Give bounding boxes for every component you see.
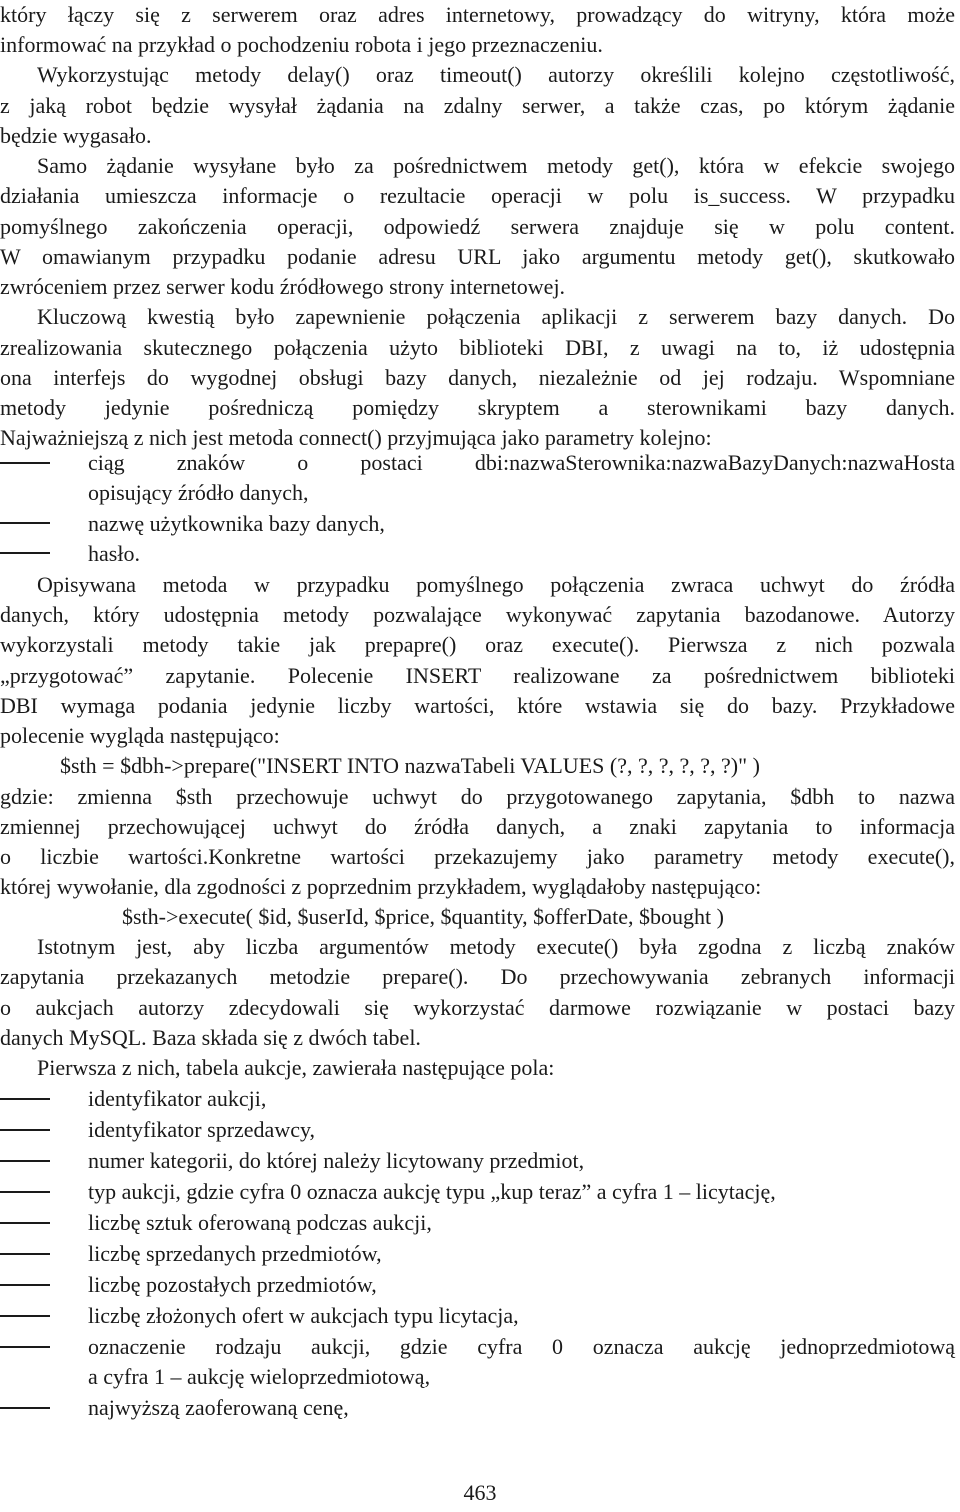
list-dash	[0, 552, 50, 554]
text-line: danych MySQL. Baza składa się z dwóch tabel.	[0, 1025, 421, 1050]
text-line: Opisywana metoda w przypadku pomyślnego połączenia zwraca uchwyt do źródła	[37, 572, 955, 597]
list-dash	[0, 1407, 50, 1409]
text-line: będzie wygasało.	[0, 123, 152, 148]
text-line: Najważniejszą z nich jest metoda connect() przyjmująca jako parametry kolejno:	[0, 425, 712, 450]
list-dash	[0, 1346, 50, 1348]
list-item: oznaczenie rodzaju aukcji, gdzie cyfra 0 oznacza aukcję jednoprzedmiotową	[88, 1334, 955, 1359]
text-line: której wywołanie, dla zgodności z poprzednim przykładem, wyglądałoby następująco:	[0, 874, 762, 899]
list-item: identyfikator aukcji,	[88, 1086, 267, 1111]
text-line: działania umieszcza informacje o rezultacie operacji w polu is_success. W przypadku	[0, 183, 955, 208]
text-line: W omawianym przypadku podanie adresu URL jako argumentu metody get(), skutkowało	[0, 244, 955, 269]
list-dash	[0, 1129, 50, 1131]
list-item: typ aukcji, gdzie cyfra 0 oznacza aukcję typu „kup teraz” a cyfra 1 – licytację,	[88, 1179, 776, 1204]
list-item: liczbę sprzedanych przedmiotów,	[88, 1241, 382, 1266]
text-line: wykorzystali metody takie jak prepapre() oraz execute(). Pierwsza z nich pozwala	[0, 632, 955, 657]
list-dash	[0, 1160, 50, 1162]
text-line: zwróceniem przez serwer kodu źródłowego strony internetowej.	[0, 274, 566, 299]
text-line: informować na przykład o pochodzeniu robota i jego przeznaczeniu.	[0, 32, 603, 57]
list-item: liczbę złożonych ofert w aukcjach typu licytacja,	[88, 1303, 519, 1328]
text-line: danych, który udostępnia metody pozwalające wykonywać zapytania bazodanowe. Autorzy	[0, 602, 955, 627]
text-line: zapytania przekazanych metodzie prepare(). Do przechowywania zebranych informacji	[0, 964, 955, 989]
text-line: metody jedynie pośredniczą pomiędzy skryptem a sterownikami bazy danych.	[0, 395, 955, 420]
text-line: o liczbie wartości.Konkretne wartości przekazujemy jako parametry metody execute(),	[0, 844, 955, 869]
list-dash	[0, 1191, 50, 1193]
text-line: Wykorzystując metody delay() oraz timeout() autorzy określili kolejno częstotliwość,	[37, 62, 955, 87]
text-line: pomyślnego zakończenia operacji, odpowiedź serwera znajduje się w polu content.	[0, 214, 955, 239]
list-dash	[0, 462, 50, 464]
text-line: polecenie wygląda następująco:	[0, 723, 280, 748]
list-dash	[0, 1253, 50, 1255]
list-item: ciąg znaków o postaci dbi:nazwaSterownika:nazwaBazyDanych:nazwaHosta	[88, 450, 955, 475]
text-line: który łączy się z serwerem oraz adres internetowy, prowadzący do witryny, która może	[0, 2, 955, 27]
text-line: gdzie: zmienna $sth przechowuje uchwyt do przygotowanego zapytania, $dbh to nazwa	[0, 784, 955, 809]
list-item: hasło.	[88, 541, 140, 566]
list-item: nazwę użytkownika bazy danych,	[88, 511, 385, 536]
text-line: Pierwsza z nich, tabela aukcje, zawierała następujące pola:	[37, 1055, 555, 1080]
text-line: o aukcjach autorzy zdecydowali się wykorzystać darmowe rozwiązanie w postaci bazy	[0, 995, 955, 1020]
text-line: Istotnym jest, aby liczba argumentów metody execute() była zgodna z liczbą znaków	[37, 934, 955, 959]
text-line: zrealizowania skutecznego połączenia użyto biblioteki DBI, z uwagi na to, iż udostępnia	[0, 335, 955, 360]
text-line: „przygotować” zapytanie. Polecenie INSERT realizowane za pośrednictwem biblioteki	[0, 663, 955, 688]
page-number: 463	[463, 1480, 497, 1505]
code-line: $sth = $dbh->prepare("INSERT INTO nazwaTabeli VALUES (?, ?, ?, ?, ?, ?)" )	[60, 753, 760, 778]
text-line: Samo żądanie wysyłane było za pośrednictwem metody get(), która w efekcie swojego	[37, 153, 955, 178]
text-line: zmiennej przechowującej uchwyt do źródła danych, a znaki zapytania to informacja	[0, 814, 955, 839]
list-item: liczbę sztuk oferowaną podczas aukcji,	[88, 1210, 432, 1235]
list-item: najwyższą zaoferowaną cenę,	[88, 1395, 349, 1420]
text-line: Kluczową kwestią było zapewnienie połączenia aplikacji z serwerem bazy danych. Do	[37, 304, 955, 329]
list-item-continuation: opisujący źródło danych,	[88, 480, 309, 505]
list-dash	[0, 1315, 50, 1317]
list-dash	[0, 1284, 50, 1286]
text-line: DBI wymaga podania jedynie liczby wartości, które wstawia się do bazy. Przykładowe	[0, 693, 955, 718]
list-dash	[0, 1098, 50, 1100]
list-item: numer kategorii, do której należy licytowany przedmiot,	[88, 1148, 585, 1173]
list-item: identyfikator sprzedawcy,	[88, 1117, 316, 1142]
text-line: ona interfejs do wygodnej obsługi bazy danych, niezależnie od jej rodzaju. Wspomniane	[0, 365, 955, 390]
list-item-continuation: a cyfra 1 – aukcję wieloprzedmiotową,	[88, 1364, 431, 1389]
text-line: z jaką robot będzie wysyłał żądania na zdalny serwer, a także czas, po którym żądanie	[0, 93, 955, 118]
code-line: $sth->execute( $id, $userId, $price, $quantity, $offerDate, $bought )	[122, 904, 724, 929]
list-dash	[0, 1222, 50, 1224]
list-dash	[0, 522, 50, 524]
list-item: liczbę pozostałych przedmiotów,	[88, 1272, 377, 1297]
